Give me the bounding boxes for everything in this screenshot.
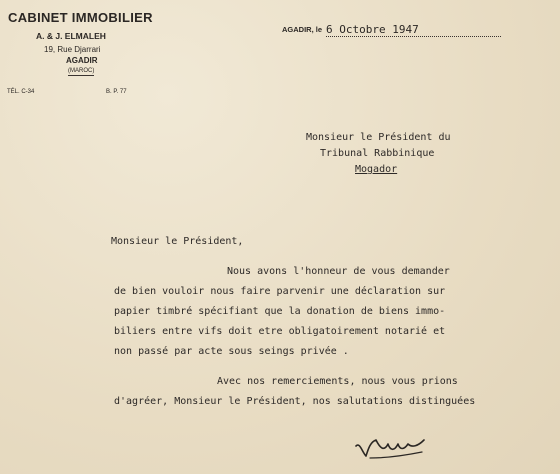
dateline [282, 20, 501, 38]
letter-line: Nous avons l'honneur de vous demander [227, 266, 450, 277]
recipient-city: Mogador [355, 164, 398, 175]
signature-icon [350, 428, 430, 468]
recipient-line-2: Tribunal Rabbinique [320, 148, 435, 159]
company-name: CABINET IMMOBILIER [8, 10, 153, 25]
company-po-box: B. P. 77 [106, 89, 127, 95]
company-street: 19, Rue Djarrari [44, 45, 101, 54]
letter-line: d'agréer, Monsieur le Président, nos salutations distinguées [114, 396, 476, 407]
recipient-line-1: Monsieur le Président du [306, 132, 451, 143]
company-owners: A. & J. ELMALEH [36, 31, 106, 41]
letter-line: Avec nos remerciements, nous vous prions [217, 376, 458, 387]
letter-line: papier timbré spécifiant que la donation de biens immo- [114, 306, 446, 317]
date-prefix: AGADIR, le [282, 25, 323, 34]
letter-line: biliers entre vifs doit etre obligatoirement notarié et [114, 326, 446, 337]
letter-date: 6 Octobre 1947 [326, 23, 501, 37]
company-telephone: TÉL. C-34 [7, 89, 35, 95]
company-city: AGADIR [66, 56, 98, 65]
company-country: (MAROC) [68, 68, 95, 74]
salutation: Monsieur le Président, [111, 236, 244, 247]
letter-line: de bien vouloir nous faire parvenir une déclaration sur [114, 286, 446, 297]
letter-line: non passé par acte sous seings privée . [114, 346, 349, 357]
